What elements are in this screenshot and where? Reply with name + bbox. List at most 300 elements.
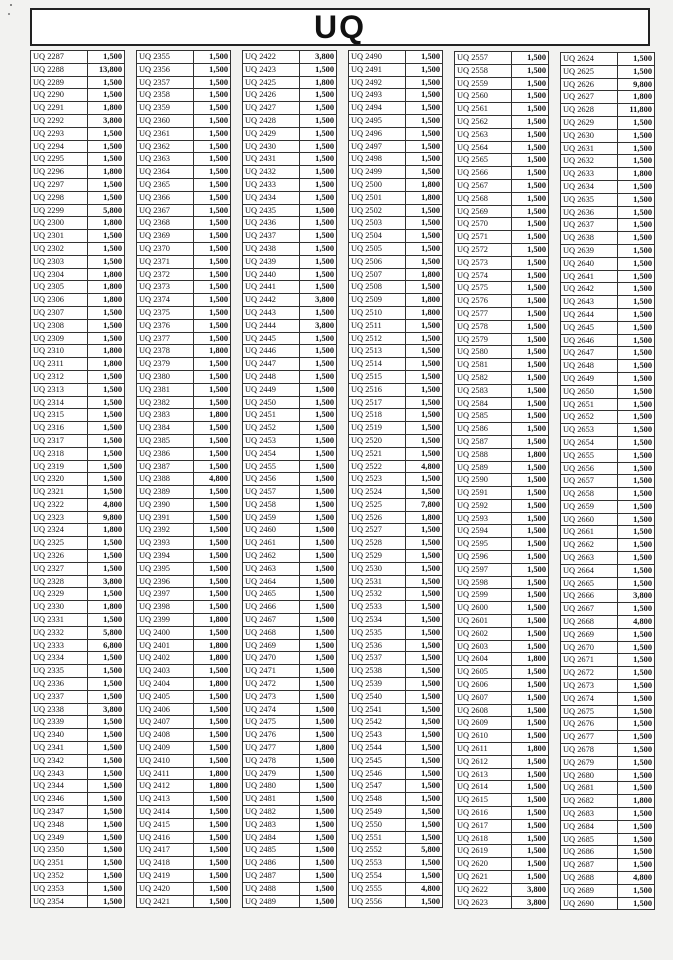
item-code: UQ 2313 — [31, 383, 88, 396]
item-price: 1,500 — [194, 114, 231, 127]
price-column-3 — [242, 50, 337, 908]
item-price: 1,500 — [512, 52, 549, 65]
item-price: 1,500 — [512, 717, 549, 730]
item-price: 1,500 — [618, 65, 655, 78]
item-price: 1,500 — [512, 90, 549, 103]
item-price: 1,500 — [300, 857, 337, 870]
item-price: 1,500 — [88, 447, 125, 460]
item-code: UQ 2453 — [243, 434, 300, 447]
item-code: UQ 2373 — [137, 281, 194, 294]
item-price: 1,500 — [88, 754, 125, 767]
table-row — [455, 64, 549, 77]
table-row — [349, 806, 443, 819]
item-code: UQ 2398 — [137, 601, 194, 614]
table-row — [243, 409, 337, 422]
item-code: UQ 2314 — [31, 396, 88, 409]
item-code: UQ 2349 — [31, 831, 88, 844]
item-price: 1,500 — [618, 577, 655, 590]
table-row — [31, 665, 125, 678]
item-code: UQ 2476 — [243, 729, 300, 742]
item-code: UQ 2366 — [137, 191, 194, 204]
table-row — [455, 154, 549, 167]
item-code: UQ 2402 — [137, 652, 194, 665]
item-code: UQ 2613 — [455, 768, 512, 781]
table-row — [243, 588, 337, 601]
table-row — [349, 575, 443, 588]
item-code: UQ 2547 — [349, 780, 406, 793]
item-price: 1,500 — [194, 575, 231, 588]
item-code: UQ 2643 — [561, 296, 618, 309]
table-row — [243, 575, 337, 588]
item-code: UQ 2423 — [243, 63, 300, 76]
table-row — [349, 870, 443, 883]
item-code: UQ 2326 — [31, 550, 88, 563]
item-code: UQ 2481 — [243, 793, 300, 806]
item-price: 1,500 — [406, 345, 443, 358]
price-column-2 — [136, 50, 231, 908]
item-code: UQ 2539 — [349, 678, 406, 691]
item-code: UQ 2608 — [455, 704, 512, 717]
item-price: 1,500 — [88, 230, 125, 243]
table-row — [349, 767, 443, 780]
item-price: 1,500 — [406, 358, 443, 371]
item-code: UQ 2576 — [455, 295, 512, 308]
item-code: UQ 2450 — [243, 396, 300, 409]
item-code: UQ 2531 — [349, 575, 406, 588]
item-code: UQ 2603 — [455, 640, 512, 653]
item-price: 4,800 — [88, 498, 125, 511]
item-price: 1,500 — [300, 818, 337, 831]
table-row — [31, 716, 125, 729]
item-code: UQ 2359 — [137, 102, 194, 115]
table-row — [349, 396, 443, 409]
table-row — [561, 424, 655, 437]
item-price: 1,500 — [88, 652, 125, 665]
item-price: 1,500 — [194, 294, 231, 307]
table-row — [349, 255, 443, 268]
table-row — [349, 89, 443, 102]
item-price: 1,500 — [300, 767, 337, 780]
table-row — [31, 780, 125, 793]
item-code: UQ 2687 — [561, 859, 618, 872]
table-row — [31, 614, 125, 627]
item-code: UQ 2578 — [455, 320, 512, 333]
item-code: UQ 2498 — [349, 153, 406, 166]
item-price: 4,800 — [618, 872, 655, 885]
table-row — [137, 281, 231, 294]
item-price: 1,500 — [300, 409, 337, 422]
table-row — [349, 447, 443, 460]
item-price: 1,500 — [618, 808, 655, 821]
item-price: 1,500 — [512, 563, 549, 576]
table-row — [243, 345, 337, 358]
table-row — [561, 692, 655, 705]
table-row — [349, 434, 443, 447]
table-row — [455, 832, 549, 845]
item-price: 1,500 — [618, 398, 655, 411]
item-code: UQ 2533 — [349, 601, 406, 614]
table-row — [243, 844, 337, 857]
table-row — [137, 575, 231, 588]
item-code: UQ 2388 — [137, 473, 194, 486]
table-row — [137, 729, 231, 742]
table-row — [561, 718, 655, 731]
item-code: UQ 2340 — [31, 729, 88, 742]
table-row — [561, 180, 655, 193]
table-row — [243, 652, 337, 665]
table-row — [455, 602, 549, 615]
item-price: 1,500 — [512, 602, 549, 615]
item-price: 1,500 — [512, 141, 549, 154]
item-price: 1,500 — [512, 179, 549, 192]
item-code: UQ 2673 — [561, 680, 618, 693]
item-price: 1,500 — [88, 614, 125, 627]
item-price: 1,500 — [194, 383, 231, 396]
item-price: 3,800 — [88, 575, 125, 588]
item-code: UQ 2674 — [561, 692, 618, 705]
table-row — [561, 872, 655, 885]
item-code: UQ 2685 — [561, 833, 618, 846]
table-row — [243, 511, 337, 524]
item-price: 1,500 — [406, 806, 443, 819]
table-row — [31, 575, 125, 588]
table-row — [349, 729, 443, 742]
table-row — [243, 601, 337, 614]
item-code: UQ 2560 — [455, 90, 512, 103]
item-code: UQ 2528 — [349, 537, 406, 550]
table-row — [349, 166, 443, 179]
item-code: UQ 2386 — [137, 447, 194, 460]
table-row — [243, 882, 337, 895]
item-price: 1,500 — [618, 628, 655, 641]
item-code: UQ 2433 — [243, 178, 300, 191]
table-row — [31, 294, 125, 307]
item-code: UQ 2594 — [455, 525, 512, 538]
table-row — [31, 895, 125, 908]
table-row — [137, 76, 231, 89]
table-row — [31, 652, 125, 665]
item-code: UQ 2479 — [243, 767, 300, 780]
item-price: 1,500 — [88, 780, 125, 793]
item-price: 1,500 — [618, 884, 655, 897]
table-row — [137, 434, 231, 447]
item-code: UQ 2534 — [349, 614, 406, 627]
item-price: 1,500 — [88, 255, 125, 268]
table-row — [137, 460, 231, 473]
table-row — [561, 603, 655, 616]
item-code: UQ 2657 — [561, 475, 618, 488]
item-price: 1,500 — [406, 614, 443, 627]
table-row — [349, 690, 443, 703]
item-code: UQ 2491 — [349, 63, 406, 76]
item-code: UQ 2442 — [243, 294, 300, 307]
table-row — [137, 498, 231, 511]
item-code: UQ 2390 — [137, 498, 194, 511]
table-row — [31, 191, 125, 204]
item-code: UQ 2473 — [243, 690, 300, 703]
item-price: 1,500 — [512, 755, 549, 768]
table-row — [31, 204, 125, 217]
item-price: 1,500 — [194, 178, 231, 191]
item-code: UQ 2376 — [137, 319, 194, 332]
table-row — [455, 167, 549, 180]
table-row — [243, 639, 337, 652]
item-code: UQ 2494 — [349, 102, 406, 115]
item-price: 1,500 — [88, 562, 125, 575]
item-code: UQ 2411 — [137, 767, 194, 780]
table-row — [561, 782, 655, 795]
item-price: 1,500 — [300, 690, 337, 703]
table-row — [31, 76, 125, 89]
item-code: UQ 2434 — [243, 191, 300, 204]
item-price: 1,500 — [512, 205, 549, 218]
item-code: UQ 2289 — [31, 76, 88, 89]
item-price: 1,500 — [618, 564, 655, 577]
table-row — [455, 794, 549, 807]
item-code: UQ 2413 — [137, 793, 194, 806]
item-price: 7,800 — [406, 498, 443, 511]
item-code: UQ 2677 — [561, 731, 618, 744]
item-code: UQ 2678 — [561, 744, 618, 757]
table-row — [137, 562, 231, 575]
item-code: UQ 2659 — [561, 500, 618, 513]
item-price: 1,500 — [512, 627, 549, 640]
table-row — [137, 370, 231, 383]
table-row — [137, 447, 231, 460]
item-code: UQ 2661 — [561, 526, 618, 539]
item-price: 1,500 — [618, 193, 655, 206]
table-row — [455, 115, 549, 128]
table-row — [243, 460, 337, 473]
table-row — [561, 897, 655, 910]
item-code: UQ 2681 — [561, 782, 618, 795]
table-row — [137, 882, 231, 895]
table-row — [349, 818, 443, 831]
item-price: 1,500 — [512, 423, 549, 436]
item-code: UQ 2422 — [243, 51, 300, 64]
item-price: 1,500 — [618, 270, 655, 283]
table-row — [137, 102, 231, 115]
table-row — [455, 371, 549, 384]
item-price: 1,500 — [88, 434, 125, 447]
item-price: 1,500 — [300, 831, 337, 844]
table-row — [561, 590, 655, 603]
item-price: 3,800 — [300, 319, 337, 332]
item-price: 1,500 — [406, 319, 443, 332]
item-price: 1,500 — [512, 371, 549, 384]
table-row — [349, 268, 443, 281]
item-price: 1,500 — [618, 859, 655, 872]
table-row — [455, 435, 549, 448]
item-code: UQ 2629 — [561, 116, 618, 129]
item-code: UQ 2597 — [455, 563, 512, 576]
table-row — [137, 383, 231, 396]
item-price: 1,500 — [194, 537, 231, 550]
item-price: 1,500 — [300, 242, 337, 255]
item-price: 1,500 — [194, 370, 231, 383]
item-price: 1,500 — [618, 206, 655, 219]
table-row — [31, 460, 125, 473]
item-code: UQ 2577 — [455, 307, 512, 320]
item-price: 1,500 — [406, 447, 443, 460]
item-code: UQ 2336 — [31, 678, 88, 691]
table-row — [561, 859, 655, 872]
item-code: UQ 2573 — [455, 256, 512, 269]
item-code: UQ 2462 — [243, 550, 300, 563]
item-code: UQ 2342 — [31, 754, 88, 767]
item-code: UQ 2323 — [31, 511, 88, 524]
item-code: UQ 2527 — [349, 524, 406, 537]
item-code: UQ 2671 — [561, 654, 618, 667]
item-code: UQ 2328 — [31, 575, 88, 588]
table-row — [243, 358, 337, 371]
item-code: UQ 2617 — [455, 819, 512, 832]
item-price: 1,500 — [406, 217, 443, 230]
item-code: UQ 2325 — [31, 537, 88, 550]
item-price: 1,500 — [300, 511, 337, 524]
item-price: 1,500 — [406, 114, 443, 127]
item-code: UQ 2455 — [243, 460, 300, 473]
table-row — [455, 128, 549, 141]
item-code: UQ 2471 — [243, 665, 300, 678]
item-price: 1,500 — [300, 524, 337, 537]
item-price: 3,800 — [300, 51, 337, 64]
item-price: 1,500 — [618, 155, 655, 168]
item-price: 1,500 — [512, 231, 549, 244]
table-row — [561, 296, 655, 309]
item-code: UQ 2431 — [243, 153, 300, 166]
item-code: UQ 2301 — [31, 230, 88, 243]
table-row — [455, 589, 549, 602]
item-price: 1,500 — [512, 307, 549, 320]
item-code: UQ 2312 — [31, 370, 88, 383]
item-price: 1,500 — [512, 499, 549, 512]
item-code: UQ 2653 — [561, 424, 618, 437]
item-price: 1,500 — [406, 562, 443, 575]
item-code: UQ 2315 — [31, 409, 88, 422]
item-price: 1,500 — [512, 359, 549, 372]
table-row — [137, 166, 231, 179]
item-price: 4,800 — [194, 473, 231, 486]
table-row — [349, 895, 443, 908]
item-price: 1,500 — [406, 281, 443, 294]
table-row — [243, 422, 337, 435]
item-price: 1,500 — [618, 756, 655, 769]
item-price: 1,500 — [88, 895, 125, 908]
item-code: UQ 2352 — [31, 870, 88, 883]
item-code: UQ 2445 — [243, 332, 300, 345]
item-price: 1,500 — [512, 512, 549, 525]
table-row — [243, 102, 337, 115]
table-row — [31, 806, 125, 819]
table-row — [137, 767, 231, 780]
item-code: UQ 2638 — [561, 232, 618, 245]
table-row — [137, 242, 231, 255]
table-row — [137, 524, 231, 537]
table-row — [349, 703, 443, 716]
item-price: 6,800 — [88, 639, 125, 652]
item-price: 1,500 — [406, 818, 443, 831]
item-price: 1,500 — [300, 268, 337, 281]
item-price: 1,800 — [88, 294, 125, 307]
item-price: 1,500 — [618, 436, 655, 449]
item-price: 1,500 — [512, 551, 549, 564]
table-row — [561, 385, 655, 398]
item-price: 1,800 — [194, 345, 231, 358]
table-row — [137, 614, 231, 627]
item-price: 1,500 — [406, 383, 443, 396]
item-price: 1,500 — [618, 692, 655, 705]
table-row — [455, 397, 549, 410]
item-code: UQ 2575 — [455, 282, 512, 295]
item-code: UQ 2550 — [349, 818, 406, 831]
item-code: UQ 2655 — [561, 449, 618, 462]
scan-speck — [10, 4, 12, 6]
table-row — [455, 551, 549, 564]
item-code: UQ 2637 — [561, 219, 618, 232]
item-price: 1,500 — [618, 782, 655, 795]
item-price: 1,500 — [618, 116, 655, 129]
item-price: 1,500 — [512, 666, 549, 679]
item-price: 1,500 — [618, 385, 655, 398]
table-row — [31, 230, 125, 243]
item-price: 1,500 — [194, 51, 231, 64]
item-price: 1,500 — [406, 230, 443, 243]
item-price: 1,500 — [406, 255, 443, 268]
table-row — [561, 628, 655, 641]
item-price: 1,500 — [88, 332, 125, 345]
table-row — [561, 104, 655, 117]
table-row — [455, 730, 549, 743]
item-code: UQ 2545 — [349, 754, 406, 767]
item-price: 1,500 — [88, 127, 125, 140]
item-price: 1,500 — [618, 769, 655, 782]
item-price: 1,500 — [618, 654, 655, 667]
item-price: 1,500 — [88, 191, 125, 204]
item-code: UQ 2319 — [31, 460, 88, 473]
item-code: UQ 2564 — [455, 141, 512, 154]
item-code: UQ 2303 — [31, 255, 88, 268]
item-price: 1,500 — [512, 128, 549, 141]
item-code: UQ 2566 — [455, 167, 512, 180]
item-price: 1,500 — [300, 665, 337, 678]
item-price: 1,500 — [406, 742, 443, 755]
item-code: UQ 2356 — [137, 63, 194, 76]
item-code: UQ 2490 — [349, 51, 406, 64]
item-code: UQ 2311 — [31, 358, 88, 371]
item-code: UQ 2362 — [137, 140, 194, 153]
item-code: UQ 2591 — [455, 487, 512, 500]
table-row — [349, 204, 443, 217]
item-price: 9,800 — [88, 511, 125, 524]
item-price: 1,500 — [300, 166, 337, 179]
item-price: 1,500 — [194, 716, 231, 729]
table-row — [561, 808, 655, 821]
item-code: UQ 2300 — [31, 217, 88, 230]
item-price: 1,500 — [88, 140, 125, 153]
table-row — [561, 564, 655, 577]
table-row — [349, 230, 443, 243]
table-row — [455, 755, 549, 768]
table-row — [137, 511, 231, 524]
table-row — [349, 550, 443, 563]
table-row — [561, 155, 655, 168]
item-price: 1,800 — [194, 767, 231, 780]
item-code: UQ 2484 — [243, 831, 300, 844]
item-price: 1,500 — [300, 678, 337, 691]
item-price: 1,500 — [194, 895, 231, 908]
table-row — [561, 756, 655, 769]
